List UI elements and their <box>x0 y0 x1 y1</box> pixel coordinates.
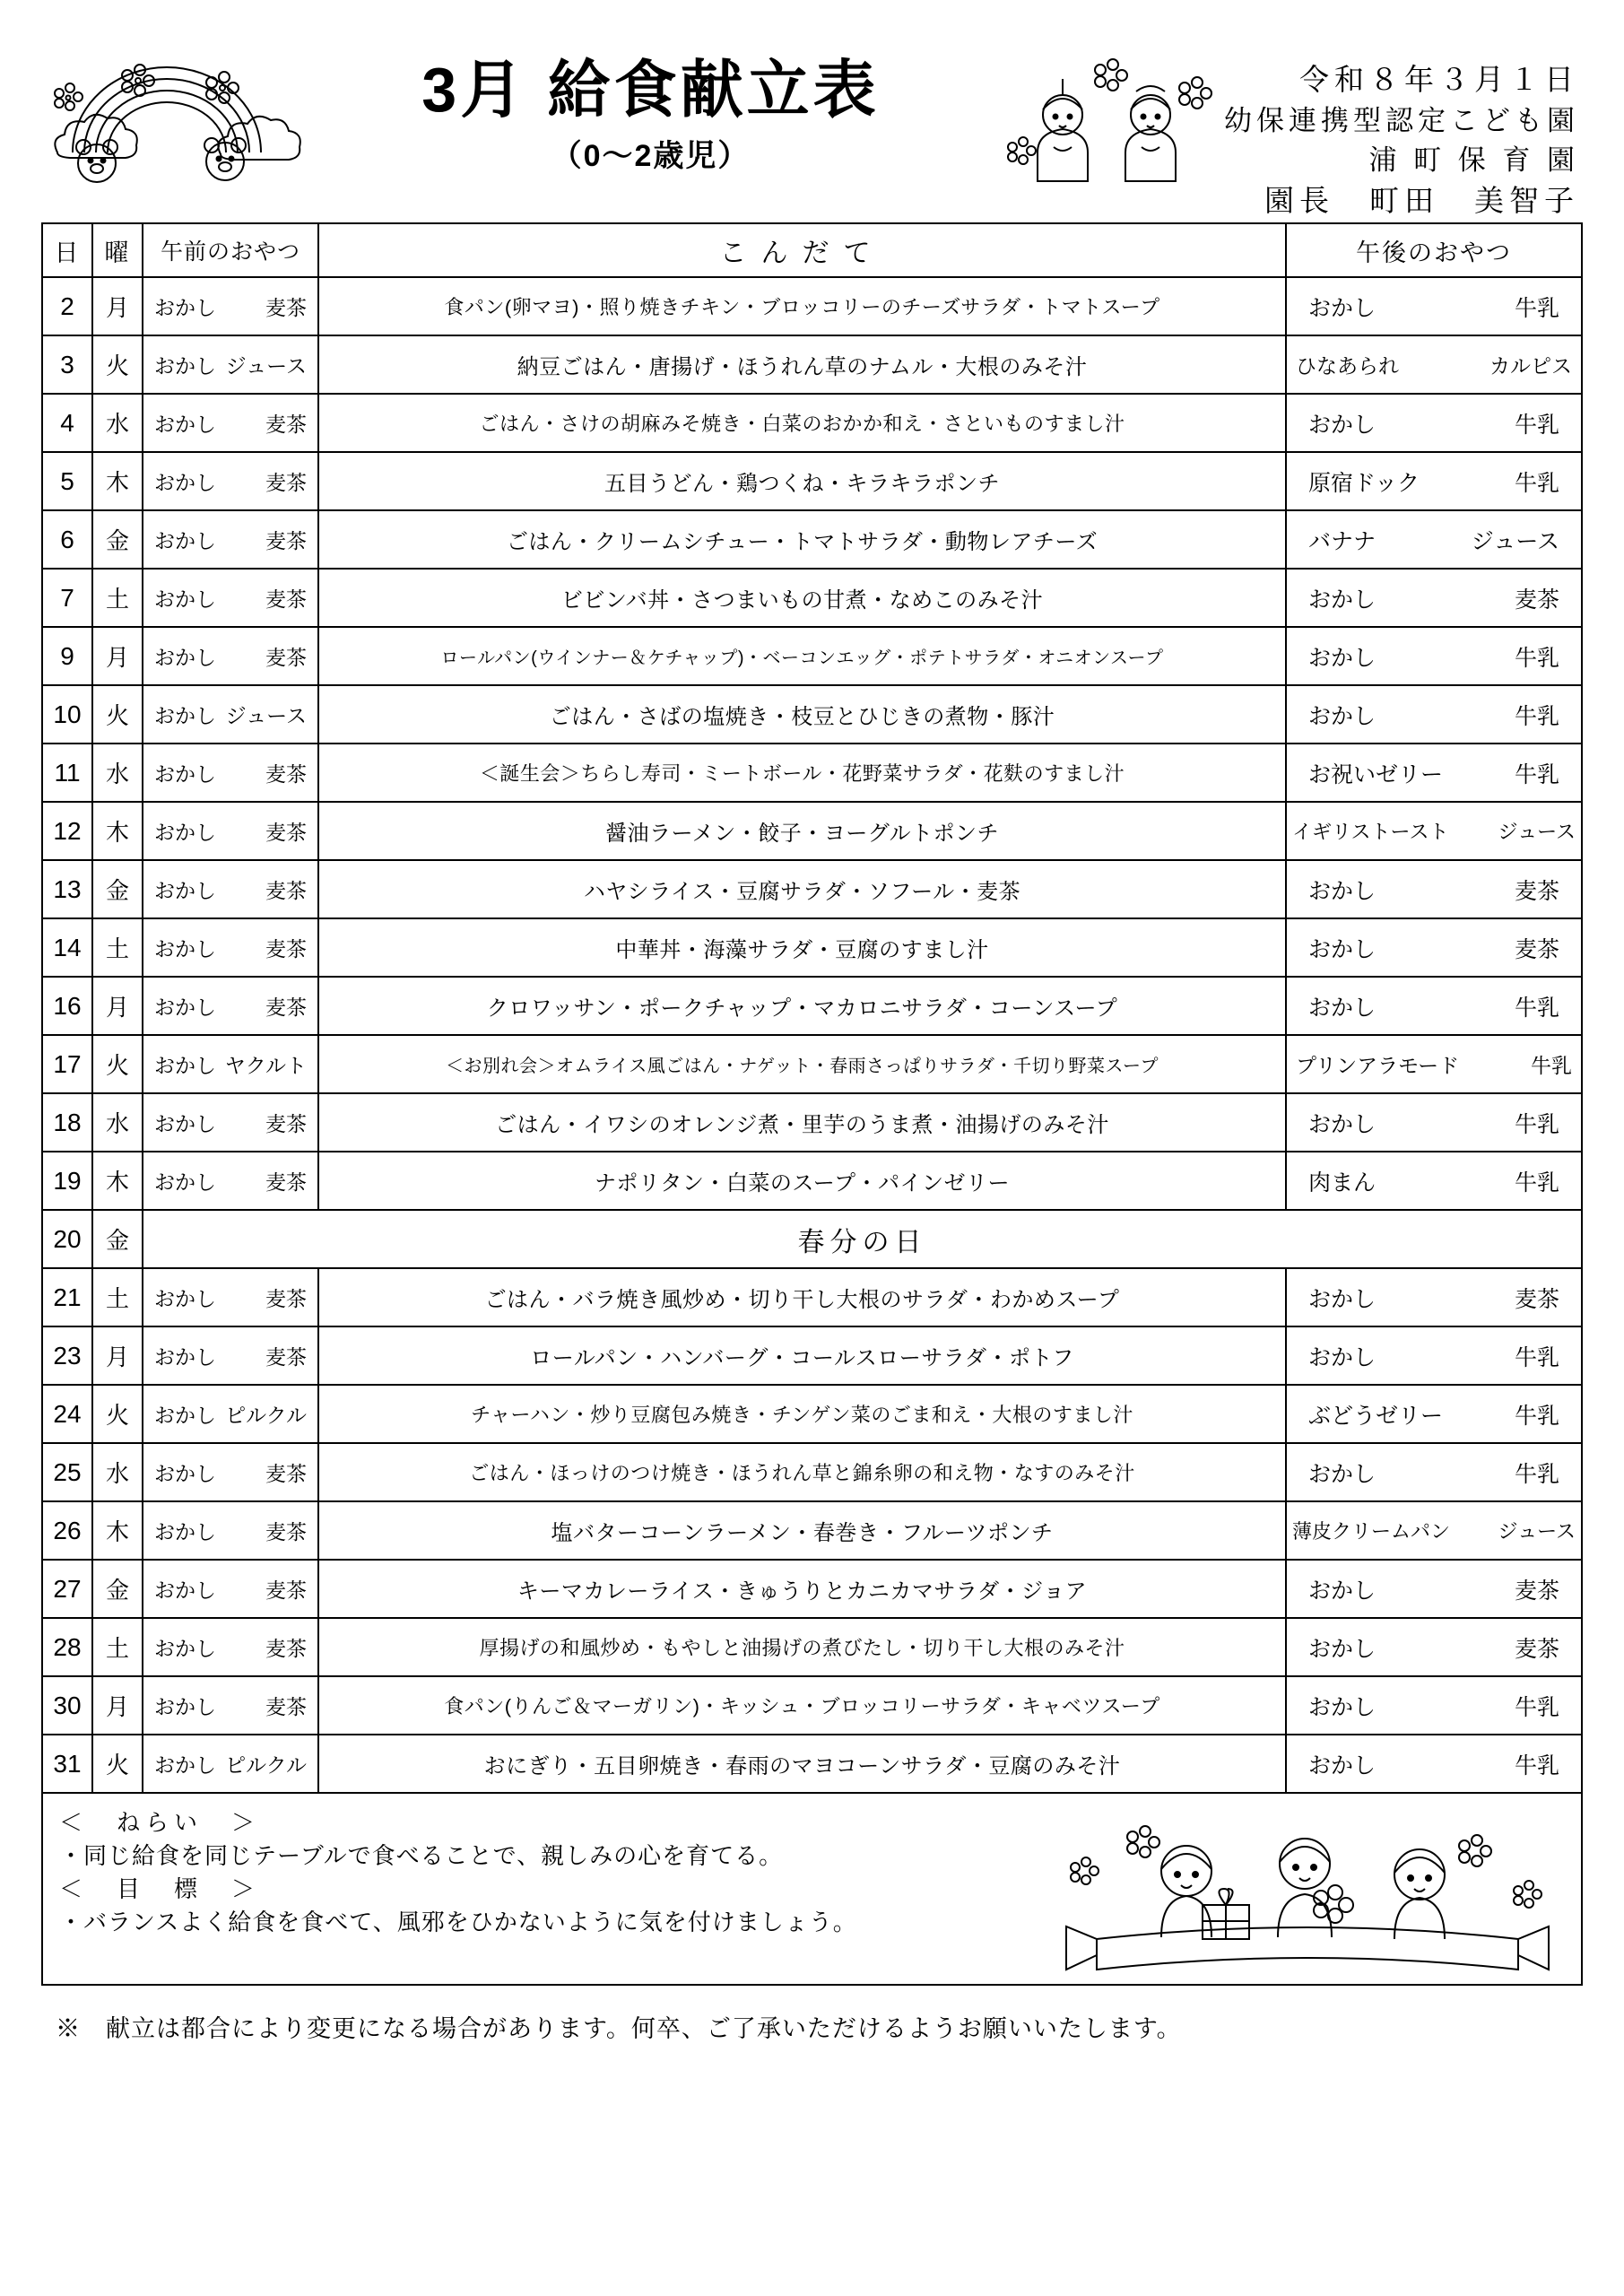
cell-morning-snack <box>143 802 318 860</box>
cell-day: 10 <box>42 685 92 744</box>
cell-day: 18 <box>42 1093 92 1152</box>
afternoon-snack-drink: 牛乳 <box>1514 412 1559 438</box>
afternoon-snack-drink: 牛乳 <box>1514 645 1559 671</box>
morning-snack-drink: 麦茶 <box>265 413 307 436</box>
cell-week: 水 <box>92 1443 143 1501</box>
cell-day: 20 <box>42 1210 92 1268</box>
cell-morning-snack <box>143 1326 318 1385</box>
cell-afternoon-snack <box>1286 335 1582 394</box>
cell-menu: ＜お別れ会＞オムライス風ごはん・ナゲット・春雨さっぱりサラダ・千切り野菜スープ <box>318 1035 1286 1093</box>
table-row <box>42 1152 1582 1210</box>
morning-snack-drink: ジュース <box>225 704 307 727</box>
afternoon-snack-item: おかし <box>1308 1694 1376 1720</box>
cell-menu: ごはん・イワシのオレンジ煮・里芋のうま煮・油揚げのみそ汁 <box>318 1093 1286 1152</box>
cell-menu: チャーハン・炒り豆腐包み焼き・チンゲン菜のごま和え・大根のすまし汁 <box>318 1385 1286 1443</box>
header-week: 曜 <box>92 223 143 277</box>
cell-menu: 納豆ごはん・唐揚げ・ほうれん草のナムル・大根のみそ汁 <box>318 335 1286 394</box>
cell-afternoon-snack <box>1286 1326 1582 1385</box>
cell-morning-snack <box>143 627 318 685</box>
afternoon-snack-item: プリンアラモード <box>1296 1054 1460 1077</box>
morning-snack-drink: 麦茶 <box>265 1112 307 1135</box>
afternoon-snack-item: お祝いゼリー <box>1308 761 1444 787</box>
cell-week: 土 <box>92 918 143 977</box>
cell-week: 火 <box>92 1735 143 1793</box>
cell-day: 7 <box>42 569 92 627</box>
afternoon-snack-drink: 牛乳 <box>1514 1403 1559 1429</box>
table-row <box>42 627 1582 685</box>
cell-menu: ごはん・クリームシチュー・トマトサラダ・動物レアチーズ <box>318 510 1286 569</box>
cell-menu: ごはん・バラ焼き風炒め・切り干し大根のサラダ・わかめスープ <box>318 1268 1286 1326</box>
cell-week: 火 <box>92 1385 143 1443</box>
cell-morning-snack <box>143 1385 318 1443</box>
menu-table <box>41 222 1583 1794</box>
cell-day: 26 <box>42 1501 92 1560</box>
table-row <box>42 277 1582 335</box>
cell-holiday: 春分の日 <box>143 1210 1582 1268</box>
afternoon-snack-drink: 麦茶 <box>1514 878 1559 904</box>
table-row <box>42 1093 1582 1152</box>
cell-week: 金 <box>92 860 143 918</box>
cell-menu: ごはん・ほっけのつけ焼き・ほうれん草と錦糸卵の和え物・なすのみそ汁 <box>318 1443 1286 1501</box>
morning-snack-drink: 麦茶 <box>265 1637 307 1660</box>
cell-morning-snack <box>143 1676 318 1735</box>
cell-afternoon-snack <box>1286 1093 1582 1152</box>
morning-snack-item: おかし <box>154 879 216 902</box>
table-row <box>42 685 1582 744</box>
cell-morning-snack <box>143 1560 318 1618</box>
cell-morning-snack <box>143 394 318 452</box>
afternoon-snack-item: おかし <box>1308 1111 1376 1137</box>
principal-name: 園長 町田 美智子 <box>1264 183 1579 217</box>
morning-snack-item: おかし <box>154 354 216 378</box>
cell-morning-snack <box>143 1035 318 1093</box>
cell-day: 24 <box>42 1385 92 1443</box>
cell-afternoon-snack <box>1286 277 1582 335</box>
morning-snack-drink: 麦茶 <box>265 1462 307 1485</box>
hina-dolls-illustration <box>1000 47 1224 199</box>
morning-snack-item: おかし <box>154 996 216 1019</box>
morning-snack-drink: 麦茶 <box>265 1287 307 1310</box>
afternoon-snack-item: バナナ <box>1308 528 1376 554</box>
table-header-row <box>42 223 1582 277</box>
cell-menu: クロワッサン・ポークチャップ・マカロニサラダ・コーンスープ <box>318 977 1286 1035</box>
morning-snack-item: おかし <box>154 1170 216 1194</box>
morning-snack-drink: 麦茶 <box>265 762 307 786</box>
cell-day: 16 <box>42 977 92 1035</box>
cell-afternoon-snack <box>1286 685 1582 744</box>
header-meta <box>1224 47 1583 222</box>
aim-heading: ＜ ねらい ＞ <box>59 1809 261 1836</box>
header-afternoon-snack: 午後のおやつ <box>1286 223 1582 277</box>
table-row <box>42 860 1582 918</box>
aim-goal-box <box>41 1794 1583 1986</box>
morning-snack-item: おかし <box>154 1520 216 1544</box>
cell-week: 火 <box>92 1035 143 1093</box>
table-row <box>42 1035 1582 1093</box>
cell-morning-snack <box>143 860 318 918</box>
cell-morning-snack <box>143 1618 318 1676</box>
morning-snack-item: おかし <box>154 1753 216 1777</box>
change-notice: ※ 献立は都合により変更になる場合があります。何卒、ご了承いただけるようお願いいたします。 <box>56 2015 1182 2042</box>
cell-day: 14 <box>42 918 92 977</box>
header-day: 日 <box>42 223 92 277</box>
afternoon-snack-item: 原宿ドック <box>1308 470 1420 496</box>
afternoon-snack-drink: ジュース <box>1498 1520 1576 1543</box>
cell-menu: ＜誕生会＞ちらし寿司・ミートボール・花野菜サラダ・花麩のすまし汁 <box>318 744 1286 802</box>
cell-afternoon-snack <box>1286 1152 1582 1210</box>
morning-snack-item: おかし <box>154 1054 216 1077</box>
cell-day: 27 <box>42 1560 92 1618</box>
afternoon-snack-drink: 麦茶 <box>1514 1636 1559 1662</box>
morning-snack-drink: ピルクル <box>225 1404 307 1427</box>
morning-snack-drink: 麦茶 <box>265 937 307 961</box>
cell-week: 木 <box>92 802 143 860</box>
table-row <box>42 1326 1582 1385</box>
cell-week: 火 <box>92 685 143 744</box>
cell-week: 金 <box>92 1560 143 1618</box>
cell-menu: キーマカレーライス・きゅうりとカニカマサラダ・ジョア <box>318 1560 1286 1618</box>
morning-snack-item: おかし <box>154 1637 216 1660</box>
table-row <box>42 1501 1582 1560</box>
morning-snack-drink: 麦茶 <box>265 1695 307 1718</box>
cell-morning-snack <box>143 1443 318 1501</box>
cell-menu: ロールパン(ウインナー＆ケチャップ)・ベーコンエッグ・ポテトサラダ・オニオンスープ <box>318 627 1286 685</box>
cell-morning-snack <box>143 1268 318 1326</box>
cell-afternoon-snack <box>1286 1385 1582 1443</box>
afternoon-snack-item: おかし <box>1308 295 1376 321</box>
cell-week: 月 <box>92 627 143 685</box>
cell-day: 12 <box>42 802 92 860</box>
cell-morning-snack <box>143 1735 318 1793</box>
morning-snack-item: おかし <box>154 1695 216 1718</box>
cell-morning-snack <box>143 1501 318 1560</box>
afternoon-snack-drink: 牛乳 <box>1514 1170 1559 1196</box>
morning-snack-item: おかし <box>154 1112 216 1135</box>
cell-day: 19 <box>42 1152 92 1210</box>
cell-afternoon-snack <box>1286 569 1582 627</box>
morning-snack-drink: 麦茶 <box>265 1578 307 1602</box>
afternoon-snack-drink: カルピス <box>1489 354 1572 378</box>
morning-snack-drink: 麦茶 <box>265 879 307 902</box>
cell-week: 土 <box>92 1268 143 1326</box>
afternoon-snack-drink: 麦茶 <box>1514 936 1559 962</box>
cell-week: 木 <box>92 1501 143 1560</box>
afternoon-snack-drink: 牛乳 <box>1514 703 1559 729</box>
morning-snack-item: おかし <box>154 413 216 436</box>
afternoon-snack-drink: 牛乳 <box>1514 1461 1559 1487</box>
morning-snack-drink: ヤクルト <box>224 1054 307 1077</box>
cell-week: 月 <box>92 977 143 1035</box>
afternoon-snack-item: おかし <box>1308 1286 1376 1312</box>
cell-menu: 食パン(りんご＆マーガリン)・キッシュ・ブロッコリーサラダ・キャベツスープ <box>318 1676 1286 1735</box>
cell-morning-snack <box>143 685 318 744</box>
afternoon-snack-drink: 牛乳 <box>1514 470 1559 496</box>
table-row <box>42 1560 1582 1618</box>
cell-morning-snack <box>143 452 318 510</box>
afternoon-snack-item: おかし <box>1308 1752 1376 1779</box>
afternoon-snack-item: 肉まん <box>1308 1170 1376 1196</box>
afternoon-snack-drink: ジュース <box>1471 528 1559 554</box>
afternoon-snack-drink: ジュース <box>1498 821 1576 843</box>
morning-snack-item: おかし <box>154 529 216 552</box>
table-row <box>42 1210 1582 1268</box>
cell-afternoon-snack <box>1286 1443 1582 1501</box>
morning-snack-drink: 麦茶 <box>265 1345 307 1369</box>
morning-snack-item: おかし <box>154 762 216 786</box>
cell-day: 23 <box>42 1326 92 1385</box>
morning-snack-item: おかし <box>154 296 216 319</box>
afternoon-snack-drink: 牛乳 <box>1514 1111 1559 1137</box>
afternoon-snack-item: おかし <box>1308 1636 1376 1662</box>
cell-week: 木 <box>92 452 143 510</box>
goal-text: ・バランスよく給食を食べて、風邪をひかないように気を付けましょう。 <box>59 1908 857 1935</box>
cell-morning-snack <box>143 335 318 394</box>
morning-snack-drink: 麦茶 <box>265 996 307 1019</box>
afternoon-snack-item: おかし <box>1308 995 1376 1021</box>
cell-afternoon-snack <box>1286 1618 1582 1676</box>
afternoon-snack-drink: 牛乳 <box>1514 295 1559 321</box>
cell-afternoon-snack <box>1286 1268 1582 1326</box>
afternoon-snack-item: おかし <box>1308 1461 1376 1487</box>
cell-day: 31 <box>42 1735 92 1793</box>
cell-afternoon-snack <box>1286 1560 1582 1618</box>
cell-day: 6 <box>42 510 92 569</box>
table-row <box>42 335 1582 394</box>
cell-morning-snack <box>143 744 318 802</box>
cell-week: 水 <box>92 1093 143 1152</box>
morning-snack-item: おかし <box>154 1287 216 1310</box>
cell-week: 金 <box>92 1210 143 1268</box>
morning-snack-item: おかし <box>154 1462 216 1485</box>
morning-snack-drink: 麦茶 <box>265 529 307 552</box>
afternoon-snack-item: おかし <box>1308 878 1376 904</box>
cell-afternoon-snack <box>1286 627 1582 685</box>
afternoon-snack-drink: 牛乳 <box>1514 1694 1559 1720</box>
page-title: 3月 給食献立表 <box>421 55 880 125</box>
morning-snack-item: おかし <box>154 646 216 669</box>
cell-menu: 醤油ラーメン・餃子・ヨーグルトポンチ <box>318 802 1286 860</box>
cell-day: 30 <box>42 1676 92 1735</box>
morning-snack-item: おかし <box>154 704 216 727</box>
afternoon-snack-drink: 牛乳 <box>1514 1344 1559 1370</box>
cell-afternoon-snack <box>1286 802 1582 860</box>
issue-date: 令和８年３月１日 <box>1299 63 1579 96</box>
afternoon-snack-drink: 麦茶 <box>1514 1286 1559 1312</box>
afternoon-snack-drink: 麦茶 <box>1514 587 1559 613</box>
page-subtitle: （0～2歳児） <box>551 138 751 173</box>
cell-day: 21 <box>42 1268 92 1326</box>
cell-afternoon-snack <box>1286 744 1582 802</box>
cell-menu: 厚揚げの和風炒め・もやしと油揚げの煮びたし・切り干し大根のみそ汁 <box>318 1618 1286 1676</box>
org-line-1: 幼保連携型認定こども園 <box>1224 104 1579 136</box>
morning-snack-drink: 麦茶 <box>265 296 307 319</box>
menu-table-body <box>42 277 1582 1793</box>
cell-afternoon-snack <box>1286 452 1582 510</box>
cell-week: 火 <box>92 335 143 394</box>
cell-week: 水 <box>92 394 143 452</box>
table-row <box>42 1676 1582 1735</box>
cell-menu: おにぎり・五目卵焼き・春雨のマヨコーンサラダ・豆腐のみそ汁 <box>318 1735 1286 1793</box>
afternoon-snack-item: おかし <box>1308 703 1376 729</box>
cell-afternoon-snack <box>1286 860 1582 918</box>
table-row <box>42 394 1582 452</box>
morning-snack-drink: 麦茶 <box>265 1520 307 1544</box>
afternoon-snack-drink: 牛乳 <box>1514 1752 1559 1779</box>
table-row <box>42 918 1582 977</box>
cell-morning-snack <box>143 1093 318 1152</box>
table-row <box>42 569 1582 627</box>
org-line-2: 浦 町 保 育 園 <box>1368 144 1579 176</box>
cell-menu: 食パン(卵マヨ)・照り焼きチキン・ブロッコリーのチーズサラダ・トマトスープ <box>318 277 1286 335</box>
cell-morning-snack <box>143 977 318 1035</box>
morning-snack-drink: 麦茶 <box>265 587 307 611</box>
afternoon-snack-item: イギリストースト <box>1292 821 1449 843</box>
cell-day: 3 <box>42 335 92 394</box>
cell-afternoon-snack <box>1286 1035 1582 1093</box>
title-block <box>301 47 1000 175</box>
cell-menu: ごはん・さばの塩焼き・枝豆とひじきの煮物・豚汁 <box>318 685 1286 744</box>
cell-week: 木 <box>92 1152 143 1210</box>
afternoon-snack-drink: 牛乳 <box>1531 1054 1572 1077</box>
cell-menu: ハヤシライス・豆腐サラダ・ソフール・麦茶 <box>318 860 1286 918</box>
rainbow-bears-illustration <box>41 47 337 199</box>
cell-menu: 塩バターコーンラーメン・春巻き・フルーツポンチ <box>318 1501 1286 1560</box>
afternoon-snack-item: おかし <box>1308 587 1376 613</box>
morning-snack-drink: ピルクル <box>225 1753 307 1777</box>
cell-day: 2 <box>42 277 92 335</box>
table-row <box>42 452 1582 510</box>
cell-day: 9 <box>42 627 92 685</box>
afternoon-snack-item: おかし <box>1308 412 1376 438</box>
cell-menu: ビビンバ丼・さつまいもの甘煮・なめこのみそ汁 <box>318 569 1286 627</box>
morning-snack-item: おかし <box>154 587 216 611</box>
cell-week: 水 <box>92 744 143 802</box>
header-morning-snack: 午前のおやつ <box>143 223 318 277</box>
cell-menu: 五目うどん・鶏つくね・キラキラポンチ <box>318 452 1286 510</box>
cell-morning-snack <box>143 510 318 569</box>
table-row <box>42 1385 1582 1443</box>
afternoon-snack-item: 薄皮クリームパン <box>1292 1520 1451 1543</box>
cell-afternoon-snack <box>1286 918 1582 977</box>
afternoon-snack-item: おかし <box>1308 645 1376 671</box>
cell-day: 11 <box>42 744 92 802</box>
cell-afternoon-snack <box>1286 977 1582 1035</box>
cell-week: 月 <box>92 1676 143 1735</box>
cell-day: 25 <box>42 1443 92 1501</box>
morning-snack-item: おかし <box>154 1345 216 1369</box>
cell-morning-snack <box>143 1152 318 1210</box>
morning-snack-item: おかし <box>154 471 216 494</box>
document-header <box>41 47 1583 217</box>
table-row <box>42 1268 1582 1326</box>
afternoon-snack-item: ひなあられ <box>1296 354 1399 378</box>
table-row <box>42 510 1582 569</box>
table-row <box>42 1443 1582 1501</box>
cell-morning-snack <box>143 277 318 335</box>
cell-day: 4 <box>42 394 92 452</box>
cell-menu: 中華丼・海藻サラダ・豆腐のすまし汁 <box>318 918 1286 977</box>
table-row <box>42 744 1582 802</box>
cell-menu: ナポリタン・白菜のスープ・パインゼリー <box>318 1152 1286 1210</box>
morning-snack-item: おかし <box>154 1578 216 1602</box>
cell-day: 13 <box>42 860 92 918</box>
cell-week: 金 <box>92 510 143 569</box>
goal-heading: ＜ 目 標 ＞ <box>59 1874 261 1902</box>
cell-day: 28 <box>42 1618 92 1676</box>
header-menu: こんだて <box>318 223 1286 277</box>
cell-morning-snack <box>143 918 318 977</box>
afternoon-snack-item: おかし <box>1308 1344 1376 1370</box>
morning-snack-item: おかし <box>154 821 216 844</box>
table-row <box>42 1735 1582 1793</box>
cell-week: 土 <box>92 1618 143 1676</box>
cell-day: 17 <box>42 1035 92 1093</box>
afternoon-snack-drink: 牛乳 <box>1514 995 1559 1021</box>
cell-menu: ロールパン・ハンバーグ・コールスローサラダ・ポトフ <box>318 1326 1286 1385</box>
cell-morning-snack <box>143 569 318 627</box>
afternoon-snack-drink: 牛乳 <box>1514 761 1559 787</box>
cell-menu: ごはん・さけの胡麻みそ焼き・白菜のおかか和え・さといものすまし汁 <box>318 394 1286 452</box>
morning-snack-drink: 麦茶 <box>265 471 307 494</box>
cell-week: 月 <box>92 1326 143 1385</box>
table-row <box>42 1618 1582 1676</box>
cell-afternoon-snack <box>1286 510 1582 569</box>
table-row <box>42 802 1582 860</box>
aim-text: ・同じ給食を同じテーブルで食べることで、親しみの心を育てる。 <box>59 1841 784 1869</box>
afternoon-snack-item: おかし <box>1308 1578 1376 1604</box>
cell-week: 月 <box>92 277 143 335</box>
morning-snack-drink: 麦茶 <box>265 1170 307 1194</box>
morning-snack-item: おかし <box>154 1404 216 1427</box>
morning-snack-drink: 麦茶 <box>265 646 307 669</box>
afternoon-snack-item: ぶどうゼリー <box>1308 1403 1444 1429</box>
morning-snack-drink: 麦茶 <box>265 821 307 844</box>
cell-afternoon-snack <box>1286 394 1582 452</box>
cell-afternoon-snack <box>1286 1676 1582 1735</box>
table-row <box>42 977 1582 1035</box>
cell-week: 土 <box>92 569 143 627</box>
cell-afternoon-snack <box>1286 1501 1582 1560</box>
afternoon-snack-drink: 麦茶 <box>1514 1578 1559 1604</box>
morning-snack-drink: ジュース <box>225 354 307 378</box>
cell-day: 5 <box>42 452 92 510</box>
morning-snack-item: おかし <box>154 937 216 961</box>
afternoon-snack-item: おかし <box>1308 936 1376 962</box>
cell-afternoon-snack <box>1286 1735 1582 1793</box>
